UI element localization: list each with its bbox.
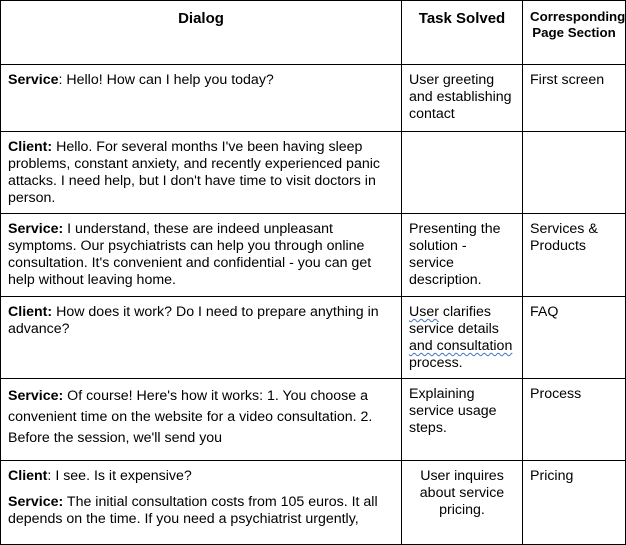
table-row: [1, 65, 626, 132]
speaker-label: Client:: [8, 304, 53, 320]
table-row: [1, 214, 626, 297]
table-row: [1, 379, 626, 461]
section-cell: [523, 132, 626, 214]
task-cell: User inquires about service pricing.: [402, 461, 523, 545]
section-cell: Services & Products: [523, 214, 626, 297]
dialog-cell: [1, 379, 402, 461]
header-row: [1, 1, 626, 65]
dialog-text: Hello. For several months I've been having sleep problems, constant anxiety, and recently experienced panic attacks. I need help, but I don't have time to visit doctors in person.: [8, 139, 380, 206]
speaker-label: Service:: [8, 388, 64, 404]
spellcheck-phrase: and consultation: [409, 338, 513, 354]
dialog-line: [8, 494, 394, 528]
dialog-cell: [1, 297, 402, 379]
dialog-line: Client: I see. Is it expensive?: [8, 468, 192, 484]
task-cell: Explaining service usage steps.: [402, 379, 523, 461]
header-page-section: Corresponding Page Section: [523, 1, 626, 65]
dialog-text: Of course! Here's how it works: 1. You choose a convenient time on the website for a video consultation. 2. Before the session, we'll send you: [8, 388, 373, 446]
dialog-text: Hello! How can I help you today?: [66, 72, 274, 88]
dialog-text: I see. Is it expensive?: [55, 468, 192, 484]
dialog-text: The initial consultation costs from 105 euros. It all depends on the time. If you need a psychiatrist urgently,: [8, 494, 378, 527]
dialog-cell: [1, 214, 402, 297]
task-cell: User clarifies service details and consultation process.: [402, 297, 523, 379]
dialog-text: I understand, these are indeed unpleasant symptoms. Our psychiatrists can help you through online consultation. It's convenient and confidential - you can get help without leaving home.: [8, 221, 372, 288]
table-row: [1, 297, 626, 379]
task-cell: Presenting the solution - service description.: [402, 214, 523, 297]
dialog-text: How does it work? Do I need to prepare anything in advance?: [8, 304, 379, 337]
table-row: [1, 132, 626, 214]
section-cell: First screen: [523, 65, 626, 132]
speaker-label: Service:: [8, 221, 64, 237]
task-cell: [402, 132, 523, 214]
section-cell: FAQ: [523, 297, 626, 379]
table-row: [1, 461, 626, 545]
task-cell: User greeting and establishing contact: [402, 65, 523, 132]
dialog-cell: Service: Hello! How can I help you today?: [1, 65, 402, 132]
section-cell: Pricing: [523, 461, 626, 545]
speaker-label: Client: [8, 468, 48, 484]
dialog-cell: [1, 132, 402, 214]
speaker-label: Service: [8, 72, 59, 88]
speaker-label: Service:: [8, 494, 64, 510]
spellcheck-word: User: [409, 304, 439, 320]
section-cell: Process: [523, 379, 626, 461]
header-dialog: Dialog: [1, 1, 402, 65]
dialog-cell: [1, 461, 402, 545]
header-task-solved: Task Solved: [402, 1, 523, 65]
speaker-label: Client:: [8, 139, 53, 155]
